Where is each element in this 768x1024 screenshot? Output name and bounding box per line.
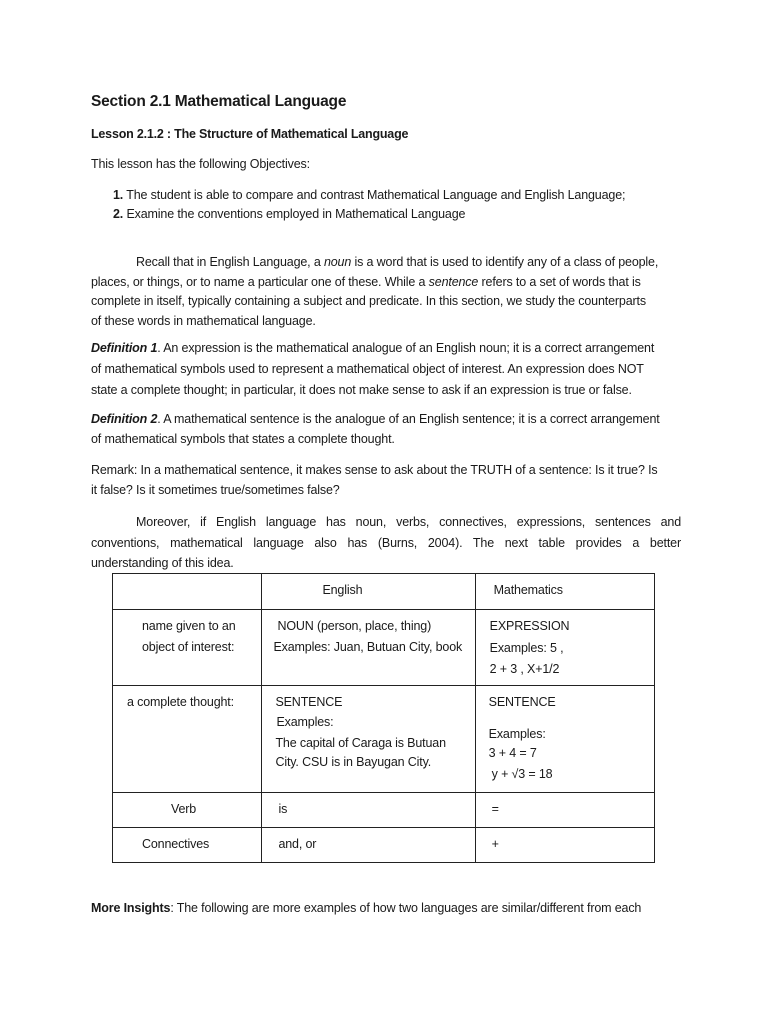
english-cell: City. CSU is in Bayugan City.: [275, 755, 432, 769]
header-mathematics: Mathematics: [493, 583, 563, 597]
moreover-paragraph: Moreover, if English language has noun, verbs, connectives, expressions, sentences and conventions, mathematical language also has (Burns, 2004). The next table provides a better understanding of this idea.: [91, 515, 681, 570]
row-label: a complete thought:: [127, 695, 234, 709]
definition-2: Definition 2. A mathematical sentence is the analogue of an English sentence; it is a correct arrangement of mathematical symbols that states a complete thought.: [91, 412, 660, 446]
math-cell: Examples:: [488, 727, 546, 741]
objective-item: 2. Examine the conventions employed in Mathematical Language: [113, 207, 466, 221]
english-cell: NOUN (person, place, thing): [277, 619, 432, 633]
row-label: Connectives: [142, 837, 210, 851]
english-cell: The capital of Caraga is Butuan: [275, 736, 446, 750]
comparison-table: [112, 573, 655, 863]
math-cell: Examples: 5 ,: [489, 641, 564, 655]
math-cell: +: [491, 837, 499, 851]
lesson-title: Lesson 2.1.2 : The Structure of Mathematical Language: [91, 127, 409, 141]
table-row: [113, 828, 655, 863]
objectives-list: [113, 186, 625, 224]
more-insights: More Insights: The following are more examples of how two languages are similar/different from each: [91, 901, 642, 915]
math-cell: =: [491, 802, 499, 816]
more-insights-label: More Insights: [91, 901, 171, 915]
table-header-row: [113, 574, 655, 610]
row-label: name given to an: [142, 619, 236, 633]
english-cell: Examples: Juan, Butuan City, book: [273, 640, 463, 654]
math-cell: y + √3 = 18: [491, 767, 553, 781]
objectives-intro: This lesson has the following Objectives:: [91, 157, 310, 171]
math-cell: 3 + 4 = 7: [488, 746, 537, 760]
english-cell: is: [278, 802, 288, 816]
math-cell: SENTENCE: [488, 695, 556, 709]
section-title: Section 2.1 Mathematical Language: [91, 93, 347, 110]
table-row: [113, 686, 655, 793]
table-row: [113, 793, 655, 828]
definition-1: Definition 1. An expression is the mathematical analogue of an English noun; it is a correct arrangement of mathematical symbols used to represent a mathematical object of interest. An expression does NOT state a complete thought; in particular, it does not make sense to ask if an expression is true or false.: [91, 341, 655, 397]
header-english: English: [322, 583, 363, 597]
row-label: Verb: [171, 802, 197, 816]
english-cell: SENTENCE: [275, 695, 343, 709]
english-cell: and, or: [278, 837, 317, 851]
definition-1-label: Definition 1: [91, 341, 158, 355]
definition-2-label: Definition 2: [91, 412, 158, 426]
header-cell-empty: [113, 574, 261, 609]
remark: Remark: In a mathematical sentence, it makes sense to ask about the TRUTH of a sentence: Is it true? Is it false? Is it sometimes true/sometimes false?: [91, 463, 658, 497]
table-row: [113, 610, 655, 686]
objective-item: 1. The student is able to compare and contrast Mathematical Language and English Language;: [113, 188, 626, 202]
math-cell: 2 + 3 , X+1/2: [489, 662, 560, 676]
math-cell: EXPRESSION: [489, 619, 570, 633]
intro-paragraph: Recall that in English Language, a noun is a word that is used to identify any of a class of people, places, or things, or to name a particular one of these. While a sentence refers to a set of words that is complete in itself, typically containing a subject and predicate. In this section, we study the counterparts of these words in mathematical language.: [91, 255, 659, 328]
row-label: object of interest:: [142, 640, 235, 654]
english-cell: Examples:: [276, 715, 334, 729]
